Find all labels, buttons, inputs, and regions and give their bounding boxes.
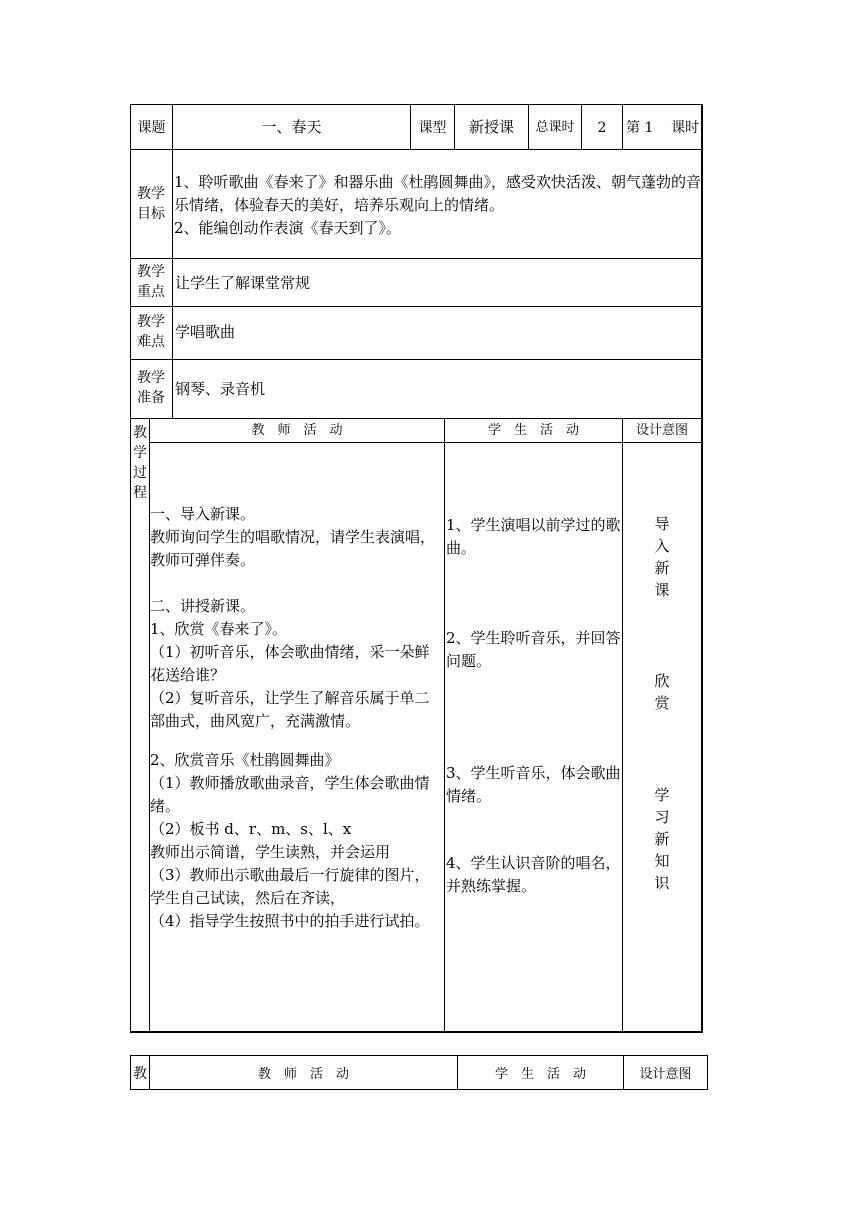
preparation-text: 钢琴、录音机 <box>175 380 266 398</box>
goals-label: 教学目标 <box>137 186 165 222</box>
design-intent-2: 欣 赏 <box>654 672 670 712</box>
subject-label: 课题 <box>137 120 166 136</box>
continuation-col-design: 设计意图 <box>639 1067 692 1082</box>
student-activity-2: 2、学生聆听音乐，并回答问题。 <box>446 629 621 670</box>
key-points-label: 教学重点 <box>137 264 165 300</box>
col-student-header: 学 生 活 动 <box>487 423 579 438</box>
design-intent-3: 学 习 新 知 识 <box>654 786 670 892</box>
student-activity-3: 3、学生听音乐，体会歌曲情绪。 <box>446 764 621 805</box>
student-activity-1: 1、学生演唱以前学过的歌曲。 <box>446 516 621 557</box>
difficulty-text: 学唱歌曲 <box>175 323 236 341</box>
col-design-header: 设计意图 <box>635 423 688 438</box>
process-label: 教学过程 <box>133 425 147 501</box>
design-intent-1: 导 入 新 课 <box>654 515 670 599</box>
continuation-col-student: 学 生 活 动 <box>494 1067 586 1082</box>
total-hours-value: 2 <box>597 120 607 136</box>
key-points-text: 让学生了解课堂常规 <box>175 274 311 292</box>
col-teacher-header: 教 师 活 动 <box>251 423 343 438</box>
teacher-activity-lesson1: 二、讲授新课。 1、欣赏《春来了》。 （1）初听音乐，体会歌曲情绪，采一朵鲜花送给谁？ （2）复听音乐，让学生了解音乐属于单二部曲式，曲风宽广，充满激情。 <box>150 597 430 730</box>
goals-text: 1、聆听歌曲《春来了》和器乐曲《杜鹃圆舞曲》，感受欢快活泼、朝气蓬勃的音乐情绪，体验春天的美好，培养乐观向上的情绪。 2、能编创动作表演《春天到了》。 <box>174 173 702 237</box>
type-label: 课型 <box>418 120 447 136</box>
preparation-label: 教学准备 <box>137 370 165 406</box>
continuation-label: 教 <box>133 1066 147 1082</box>
type-value: 新授课 <box>468 118 514 136</box>
difficulty-label: 教学难点 <box>137 314 165 350</box>
total-hours-label: 总课时 <box>535 120 575 135</box>
teacher-activity-intro: 一、导入新课。 教师询问学生的唱歌情况，请学生表演唱，教师可弹伴奏。 <box>150 505 436 569</box>
student-activity-4: 4、学生认识音阶的唱名，并熟练掌握。 <box>446 854 621 895</box>
continuation-col-teacher: 教 师 活 动 <box>257 1067 349 1082</box>
subject-value: 一、春天 <box>261 118 322 136</box>
period-text: 第 1 课时 <box>626 120 700 136</box>
teacher-activity-lesson2: 2、欣赏音乐《杜鹃圆舞曲》 （1）教师播放歌曲录音，学生体会歌曲情绪。 （2）板书 d、r、m、s、l、x 教师出示简谱，学生读熟，并会运用 （3）教师出示歌曲最后一行旋律的图片，学生自己试读，然后在齐读， （4）指导学生按照书中的拍手进行试拍。 <box>150 751 430 930</box>
